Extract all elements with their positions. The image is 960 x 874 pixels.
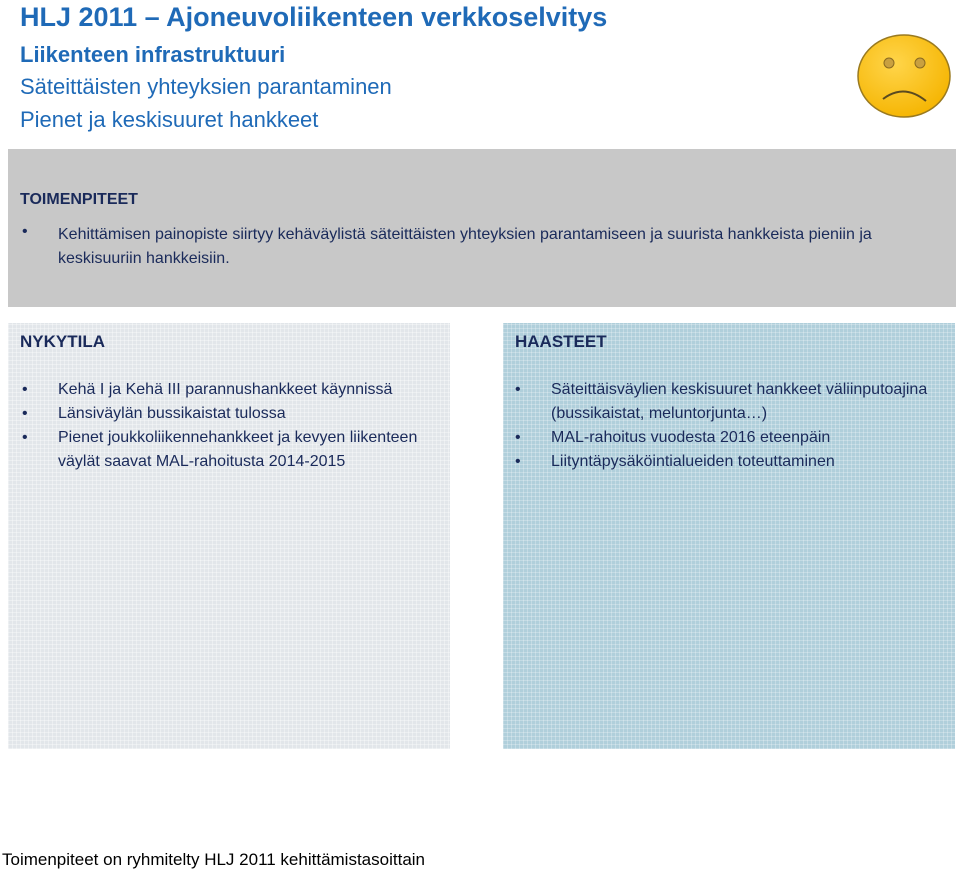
list-item — [22, 426, 432, 474]
list-item-text: Kehä I ja Kehä III parannushankkeet käynnissä — [58, 381, 393, 398]
actions-item: Kehittämisen painopiste siirtyy kehäväylistä säteittäisten yhteyksien parantamiseen ja suurista hankkeista pieniin ja keskisuuriin hankkeisiin. — [58, 226, 872, 267]
list-item-text: Säteittäisväylien keskisuuret hankkeet väliinputoajina (bussikaistat, meluntorjunta…) — [551, 381, 928, 422]
bullet: • — [515, 429, 521, 446]
sad-face-icon — [856, 33, 952, 119]
current-state-list — [22, 378, 432, 474]
list-item — [22, 402, 432, 426]
page-subtitle: Liikenteen infrastruktuuri — [20, 42, 286, 67]
actions-section — [8, 149, 956, 307]
footer-note: Toimenpiteet on ryhmitelty HLJ 2011 kehittämistasoittain — [2, 850, 425, 869]
list-item-text: Pienet joukkoliikennehankkeet ja kevyen liikenteen väylät saavat MAL-rahoitusta 2014-2015 — [58, 429, 418, 470]
list-item-text: MAL-rahoitus vuodesta 2016 eteenpäin — [551, 429, 831, 446]
list-item-text: Länsiväylän bussikaistat tulossa — [58, 405, 286, 422]
actions-heading: TOIMENPITEET — [20, 191, 138, 208]
list-item-text: Liityntäpysäköintialueiden toteuttaminen — [551, 453, 835, 470]
list-item — [515, 378, 945, 426]
bullet: • — [22, 405, 28, 422]
list-item — [22, 378, 432, 402]
challenges-list — [515, 378, 945, 474]
challenges-panel — [503, 323, 955, 749]
current-state-heading: NYKYTILA — [20, 332, 105, 351]
topic-line-2: Pienet ja keskisuuret hankkeet — [20, 107, 319, 132]
list-item — [515, 426, 945, 450]
current-state-panel — [8, 323, 450, 749]
challenges-heading: HAASTEET — [515, 332, 607, 351]
topic-line-1: Säteittäisten yhteyksien parantaminen — [20, 74, 392, 99]
bullet: • — [22, 381, 28, 398]
page-title: HLJ 2011 – Ajoneuvoliikenteen verkkoselvitys — [20, 2, 608, 32]
bullet: • — [22, 223, 28, 240]
bullet: • — [515, 453, 521, 470]
list-item — [515, 450, 945, 474]
bullet: • — [22, 429, 28, 446]
bullet: • — [515, 381, 521, 398]
